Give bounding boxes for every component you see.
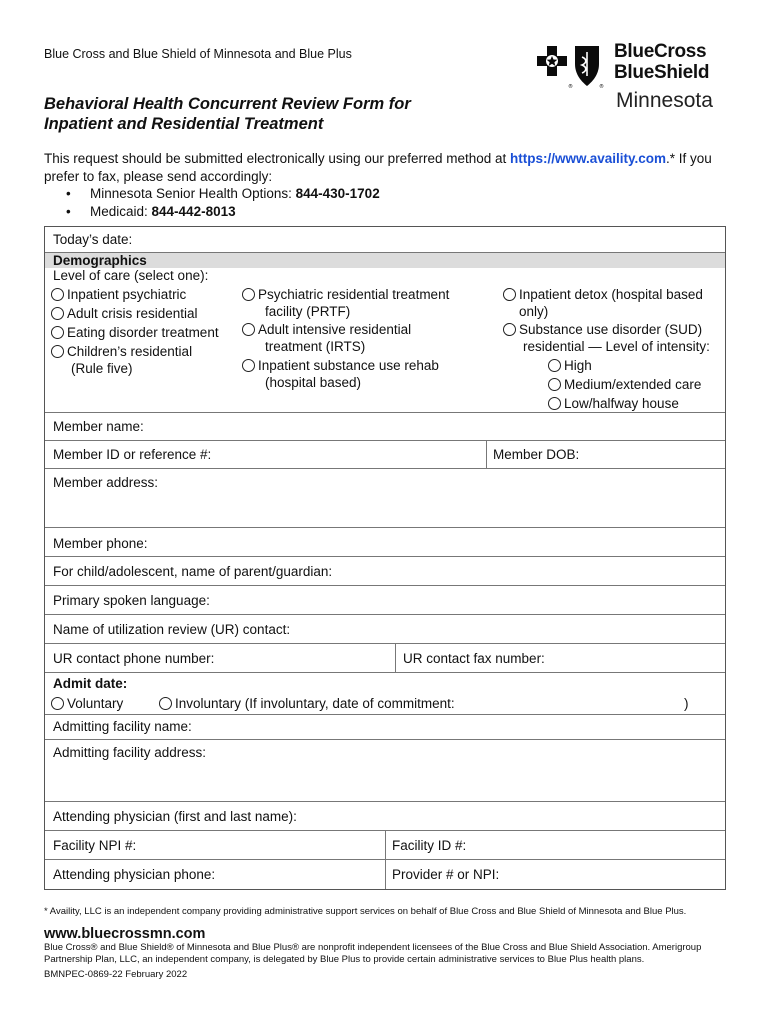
radio-icon[interactable] — [51, 697, 64, 710]
option-sud-residential[interactable]: Substance use disorder (SUD) — [503, 321, 702, 339]
option-prtf-cont: facility (PRTF) — [265, 304, 351, 319]
member-dob-label: Member DOB: — [493, 447, 580, 462]
admit-section — [45, 673, 725, 715]
footer — [44, 906, 734, 981]
physician-field[interactable] — [45, 802, 725, 831]
option-voluntary[interactable]: Voluntary — [51, 695, 123, 713]
demographics-header — [45, 253, 725, 268]
intensity-low[interactable]: Low/halfway house — [548, 395, 679, 413]
organization-name: Blue Cross and Blue Shield of Minnesota and Blue Plus — [44, 47, 352, 61]
radio-icon[interactable] — [548, 378, 561, 391]
radio-icon[interactable] — [548, 397, 561, 410]
logo-minnesota: Minnesota — [616, 89, 713, 112]
physician-phone-label: Attending physician phone: — [53, 867, 216, 882]
divider — [395, 644, 396, 672]
guardian-label: For child/adolescent, name of parent/guardian: — [53, 564, 333, 579]
review-form — [44, 226, 726, 890]
provider-npi-label: Provider # or NPI: — [392, 867, 500, 882]
language-field[interactable] — [45, 586, 725, 615]
divider — [486, 441, 487, 468]
member-address-label: Member address: — [53, 475, 159, 490]
option-childrens-residential[interactable]: Children’s residential — [51, 343, 192, 361]
divider — [385, 860, 386, 889]
option-inpatient-detox[interactable]: Inpatient detox (hospital based — [503, 286, 703, 304]
availity-disclaimer: * Availity, LLC is an independent company providing administrative support services on behalf of Blue Cross and Blue Shield of Minnesota and Blue Plus. — [44, 906, 687, 917]
facility-npi-row — [45, 831, 725, 860]
option-adult-crisis[interactable]: Adult crisis residential — [51, 305, 198, 323]
radio-icon[interactable] — [159, 697, 172, 710]
option-involuntary[interactable]: Involuntary (If involuntary, date of commitment: — [159, 695, 455, 713]
title-line-2: Inpatient and Residential Treatment — [44, 115, 324, 133]
physician-label: Attending physician (first and last name): — [53, 809, 297, 824]
intro-text-after: .* If you prefer to fax, please send accordingly: — [44, 151, 712, 184]
fax-list — [66, 185, 734, 220]
member-phone-field[interactable] — [45, 528, 725, 557]
ur-contact-field[interactable] — [45, 615, 725, 644]
admit-date-label: Admit date: — [53, 676, 128, 691]
option-inpatient-detox-cont: only) — [519, 304, 549, 319]
fax-item-msho: • Minnesota Senior Health Options: 844-430-1702 — [66, 185, 734, 203]
language-label: Primary spoken language: — [53, 593, 210, 608]
todays-date-field[interactable] — [45, 227, 725, 253]
option-irts[interactable]: Adult intensive residential — [242, 321, 411, 339]
option-inpatient-psychiatric[interactable]: Inpatient psychiatric — [51, 286, 186, 304]
licensee-disclaimer: Blue Cross® and Blue Shield® of Minnesota and Blue Plus® are nonprofit independent licensees of the Blue Cross and Blue Shield Association. Amerigroup Partnership Plan, LLC, an independent company, is delegated by Blue Plus to provide certain administrative services to Blue Plus health plans. — [44, 942, 702, 965]
option-sud-residential-cont: residential — Level of intensity: — [523, 339, 710, 354]
member-id-row — [45, 441, 725, 469]
form-title — [44, 94, 474, 134]
facility-npi-label: Facility NPI #: — [53, 838, 137, 853]
radio-icon[interactable] — [242, 288, 255, 301]
form-id: BMNPEC-0869-22 February 2022 — [44, 969, 188, 980]
logo-blueshield: BlueShield — [614, 62, 710, 83]
demographics-label: Demographics — [53, 253, 147, 268]
cross-shield-icon — [535, 44, 605, 90]
logo-bluecross: BlueCross — [614, 41, 707, 62]
todays-date-label: Today’s date: — [53, 232, 133, 247]
option-irts-cont: treatment (IRTS) — [265, 339, 366, 354]
option-eating-disorder[interactable]: Eating disorder treatment — [51, 324, 219, 342]
level-of-care-label: Level of care (select one): — [53, 268, 209, 283]
childrens-residential-note: (Rule five) — [71, 361, 133, 376]
divider — [385, 831, 386, 859]
radio-icon[interactable] — [503, 323, 516, 336]
radio-icon[interactable] — [242, 323, 255, 336]
guardian-field[interactable] — [45, 557, 725, 586]
member-phone-label: Member phone: — [53, 536, 148, 551]
option-substance-rehab-cont: (hospital based) — [265, 375, 362, 390]
close-paren: ) — [684, 696, 689, 711]
facility-id-label: Facility ID #: — [392, 838, 467, 853]
intensity-high[interactable]: High — [548, 357, 592, 375]
facility-name-field[interactable] — [45, 715, 725, 740]
ur-phone-row — [45, 644, 725, 673]
intensity-medium[interactable]: Medium/extended care — [548, 376, 701, 394]
member-address-field[interactable] — [45, 469, 725, 528]
title-line-1: Behavioral Health Concurrent Review Form for — [44, 95, 411, 113]
facility-address-field[interactable] — [45, 740, 725, 802]
radio-icon[interactable] — [51, 307, 64, 320]
intro-text: This request should be submitted electronically using our preferred method at — [44, 151, 511, 166]
availity-link[interactable]: https://www.availity.com — [510, 151, 667, 166]
website-link[interactable]: www.bluecrossmn.com — [44, 926, 206, 942]
radio-icon[interactable] — [51, 345, 64, 358]
member-name-label: Member name: — [53, 419, 144, 434]
radio-icon[interactable] — [51, 326, 64, 339]
ur-contact-label: Name of utilization review (UR) contact: — [53, 622, 291, 637]
level-of-care-section — [45, 268, 725, 413]
radio-icon[interactable] — [503, 288, 516, 301]
member-id-label: Member ID or reference #: — [53, 447, 212, 462]
radio-icon[interactable] — [548, 359, 561, 372]
facility-address-label: Admitting facility address: — [53, 745, 207, 760]
fax-item-medicaid: • Medicaid: 844-442-8013 — [66, 203, 734, 221]
ur-phone-label: UR contact phone number: — [53, 651, 215, 666]
option-substance-rehab[interactable]: Inpatient substance use rehab — [242, 357, 439, 375]
option-prtf[interactable]: Psychiatric residential treatment — [242, 286, 449, 304]
svg-text:®: ® — [599, 84, 604, 90]
bcbs-logo — [535, 41, 735, 116]
facility-name-label: Admitting facility name: — [53, 719, 192, 734]
intro-instructions — [44, 150, 734, 220]
svg-text:®: ® — [568, 84, 573, 90]
member-name-field[interactable] — [45, 413, 725, 441]
radio-icon[interactable] — [242, 359, 255, 372]
ur-fax-label: UR contact fax number: — [403, 651, 545, 666]
radio-icon[interactable] — [51, 288, 64, 301]
physician-phone-row — [45, 860, 725, 889]
